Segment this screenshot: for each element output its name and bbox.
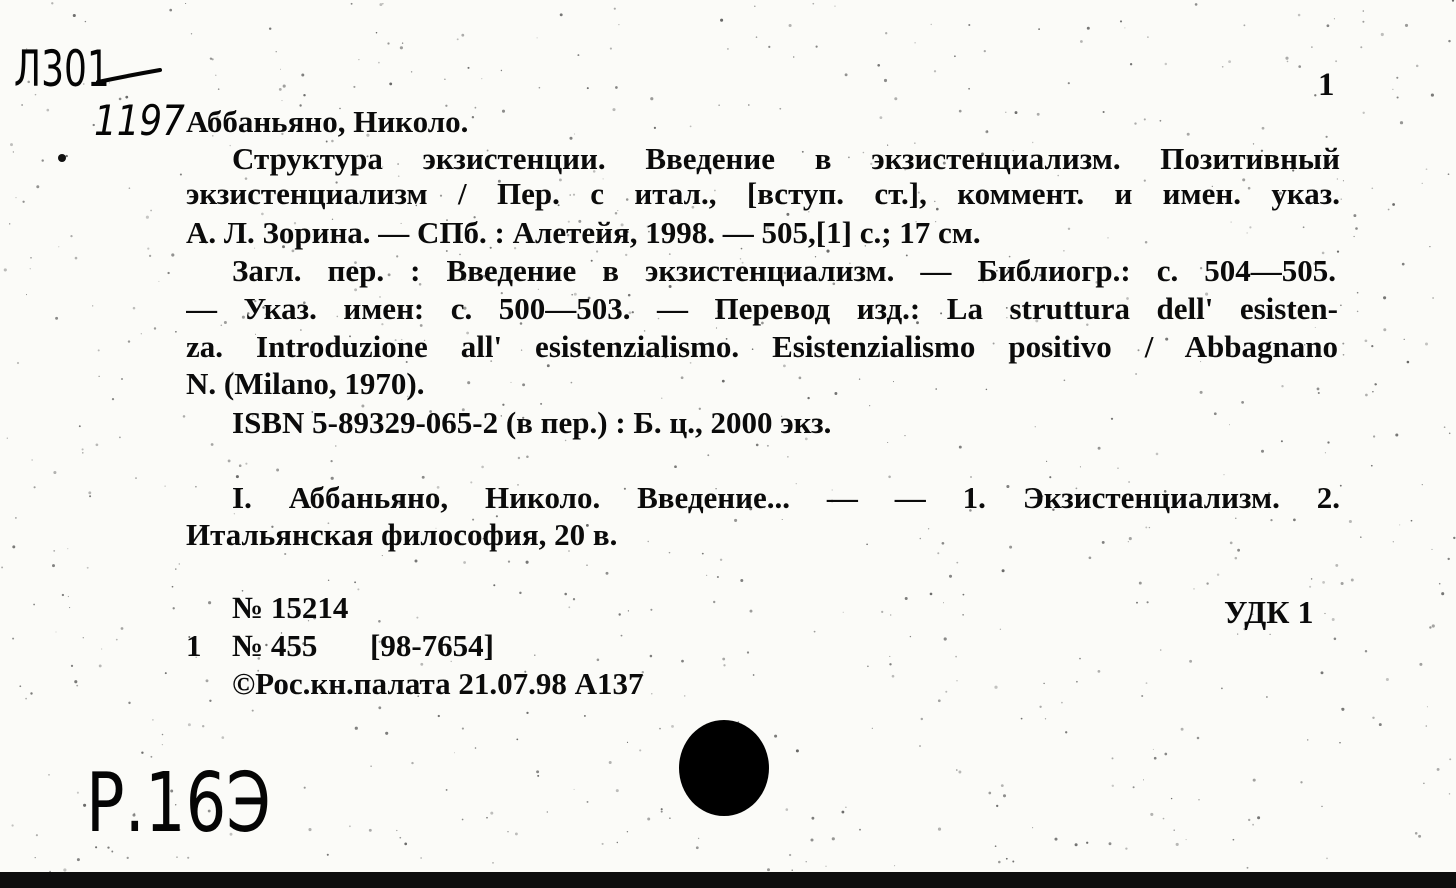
card-number: 1 (1318, 67, 1335, 103)
handwritten-classification: Р.16Э (86, 756, 271, 851)
handwritten-shelfmark-top: Л301 (14, 40, 110, 98)
notes-line-3: za. Introduzione all' esistenzialismo. Esistenzialismo positivo / Abbagnano (186, 329, 1338, 364)
margin-dot (58, 154, 66, 162)
tracings-line-1: I. Аббаньяно, Николо. Введение... — — 1. Экзистенциализм. 2. (232, 480, 1340, 515)
notes-line-1: Загл. пер. : Введение в экзистенциализм. — Библиогр.: с. 504—505. (232, 253, 1336, 288)
udc-code: УДК 1 (1224, 594, 1314, 630)
isbn-line: ISBN 5-89329-065-2 (в пер.) : Б. ц., 2000 экз. (232, 405, 832, 440)
handwritten-fraction-line (96, 56, 166, 96)
description-line-3: А. Л. Зорина. — СПб. : Алетейя, 1998. — 505,[1] с.; 17 см. (186, 215, 981, 250)
handwritten-shelfmark-bottom: 1197 (94, 96, 185, 145)
copyright-line: ©Рос.кн.палата 21.07.98 А137 (232, 666, 644, 701)
description-line-2: экзистенциализм / Пер. с итал., [вступ. ст.], коммент. и имен. указ. (186, 176, 1340, 211)
punch-hole (679, 720, 769, 816)
tracings-line-2: Итальянская философия, 20 в. (186, 517, 618, 552)
author-heading: Аббаньяно, Николо. (186, 104, 469, 139)
description-line-1: Структура экзистенции. Введение в экзистенциализм. Позитивный (232, 141, 1340, 176)
record-number: № 15214 (232, 590, 349, 625)
scan-edge (0, 872, 1456, 888)
order-code: [98-7654] (370, 628, 494, 663)
notes-line-2: — Указ. имен: с. 500—503. — Перевод изд.: La struttura dell' esisten- (186, 291, 1338, 326)
copy-count: 1 (186, 628, 202, 663)
notes-line-4: N. (Milano, 1970). (186, 366, 425, 401)
registry-number: № 455 (232, 628, 318, 663)
